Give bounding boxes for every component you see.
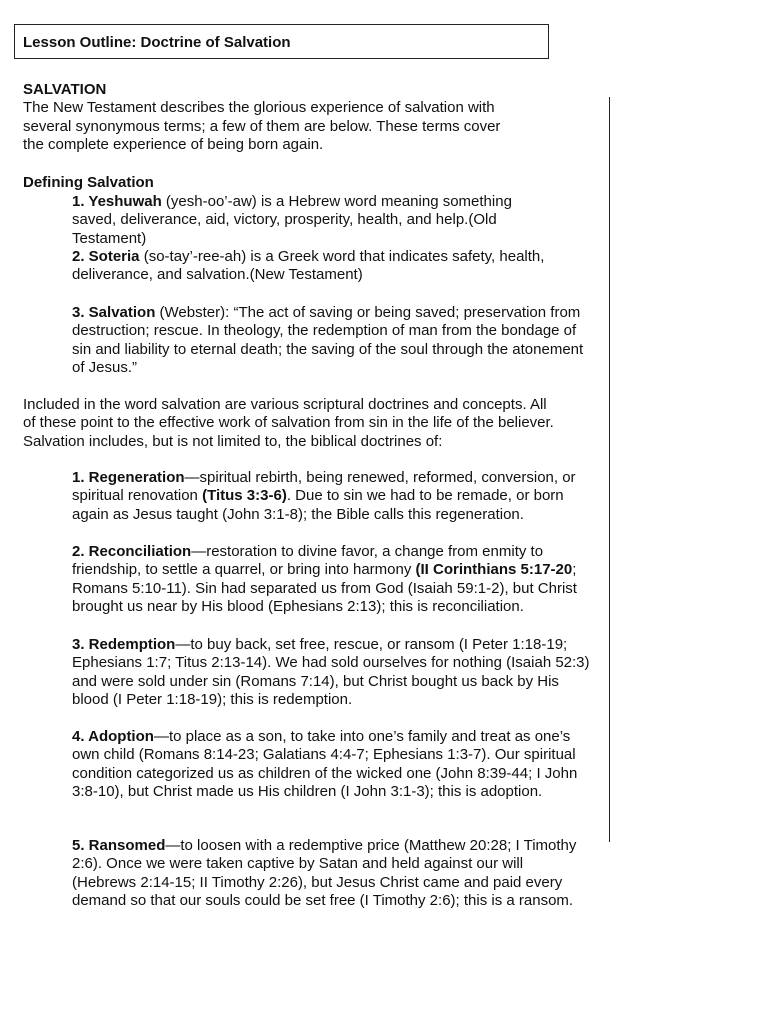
defining-text: (so-tay’-ree-ah) is a Greek word that indicates safety, health, deliverance, and salvation.(New Testament) — [72, 248, 545, 284]
doctrine-text: . Due to sin we had to be remade, or born again as Jesus taught (John 3:1-8); the Bible calls this regeneration. — [72, 487, 564, 523]
doctrine-term: 2. Reconciliation — [72, 543, 192, 560]
doctrine-term: 3. Redemption — [72, 636, 176, 653]
defining-term: 1. Yeshuwah — [72, 193, 162, 210]
defining-text: (yesh-oo’-aw) is a Hebrew word meaning something saved, deliverance, aid, victory, prosperity, health, and help.(Old Testament) — [72, 193, 512, 247]
defining-item — [72, 304, 599, 378]
lesson-title: Lesson Outline: Doctrine of Salvation — [23, 34, 291, 51]
included-section — [23, 396, 563, 451]
doctrine-item — [72, 543, 592, 617]
doctrine-item — [72, 636, 592, 710]
defining-section — [23, 174, 583, 192]
doctrine-text: —restoration to divine favor, a change from enmity to friendship, to settle a quarrel, or bring into harmony — [72, 543, 544, 579]
doctrine-reference: (Titus 3:3-6) — [202, 487, 287, 505]
doctrine-text: —spiritual rebirth, being renewed, reformed, conversion, or spiritual renovation — [72, 469, 576, 505]
doctrine-text: —to place as a son, to take into one’s family and treat as one’s own child (Romans 8:14-23; Galatians 4:4-7; Ephesians 1:3-7). Our spiritual condition categorized us as children of the wicked one (John 8:39-44; I John 3:8-10), but Christ made us His children (I John 3:1-3); this is adoption. — [72, 728, 578, 801]
doctrine-term: 4. Adoption — [72, 728, 154, 745]
intro-section — [23, 81, 523, 155]
doctrine-term: 5. Ransomed — [72, 837, 166, 854]
doctrine-item — [72, 728, 587, 802]
intro-paragraph: The New Testament describes the glorious experience of salvation with several synonymous terms; a few of them are below. These terms cover the complete experience of being born again. — [23, 99, 501, 154]
doctrine-item — [72, 469, 587, 524]
section-heading-salvation: SALVATION — [23, 81, 107, 98]
defining-item — [72, 248, 572, 285]
section-heading-defining: Defining Salvation — [23, 174, 154, 191]
doctrine-term: 1. Regeneration — [72, 469, 185, 486]
lesson-title-box — [14, 24, 549, 59]
included-paragraph: Included in the word salvation are various scriptural doctrines and concepts. All of these point to the effective work of salvation from sin in the life of the believer. Salvation includes, but is not limited to, the biblical doctrines of: — [23, 396, 554, 450]
defining-term: 2. Soteria — [72, 248, 140, 265]
doctrine-text: —to buy back, set free, rescue, or ransom (I Peter 1:18-19; Ephesians 1:7; Titus 2:13-14). We had sold ourselves for nothing (Isaiah 52:3) and were sold under sin (Romans 7:14), but Christ bought us back by His blood (I Peter 1:18-19); this is redemption. — [72, 636, 590, 709]
margin-rule — [609, 97, 610, 842]
doctrine-item — [72, 837, 587, 911]
defining-text: (Webster): “The act of saving or being saved; preservation from destruction; rescue. In theology, the redemption of man from the bondage of sin and liability to eternal death; the saving of the soul through the atonement of Jesus.” — [72, 304, 584, 377]
defining-term: 3. Salvation — [72, 304, 156, 321]
doctrine-reference: (II Corinthians 5:17-20 — [415, 561, 573, 579]
doctrine-text: —to loosen with a redemptive price (Matthew 20:28; I Timothy 2:6). Once we were taken captive by Satan and held against our will (Hebrews 2:14-15; II Timothy 2:26), but Jesus Christ came and paid every demand so that our souls could be set free (I Timothy 2:6); this is a ransom. — [72, 837, 577, 910]
defining-item — [72, 193, 552, 248]
doctrine-text: ; Romans 5:10-11). Sin had separated us from God (Isaiah 59:1-2), but Christ brought us near by His blood (Ephesians 2:13); this is reconciliation. — [72, 561, 577, 616]
